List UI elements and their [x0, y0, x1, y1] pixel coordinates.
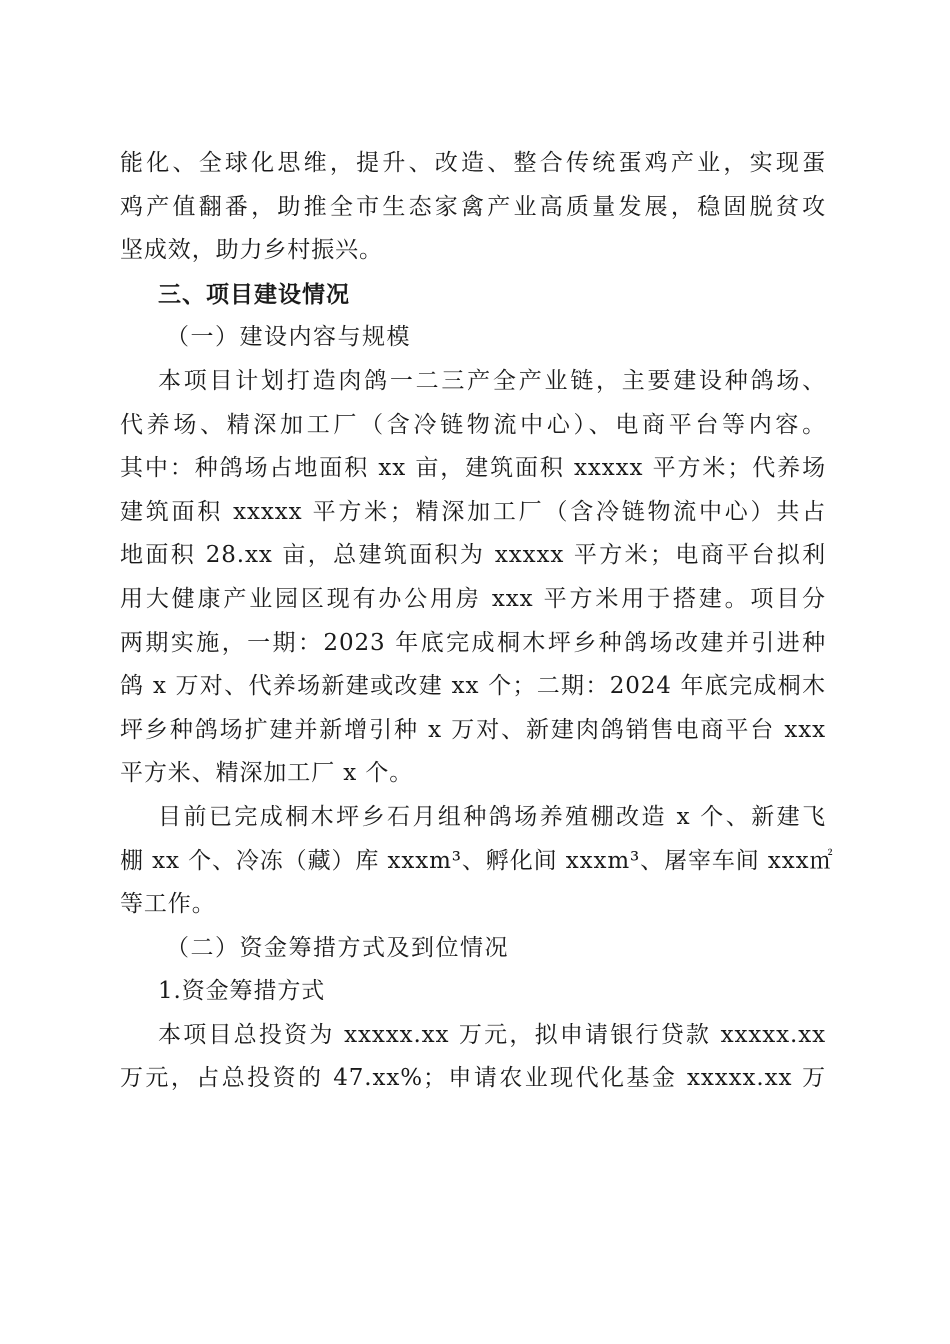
item-heading: 1.资金筹措方式 — [158, 978, 326, 1005]
paragraph-line: 本项目总投资为 xxxxx.xx 万元，拟申请银行贷款 xxxxx.xx — [158, 1021, 826, 1048]
paragraph-line: 坚成效，助力乡村振兴。 — [120, 237, 383, 264]
subsection-heading: （二）资金筹措方式及到位情况 — [166, 934, 509, 961]
paragraph-line: 本项目计划打造肉鸽一二三产全产业链，主要建设种鸽场、 — [158, 367, 826, 394]
paragraph-line: 两期实施，一期：2023 年底完成桐木坪乡种鸽场改建并引进种 — [120, 629, 826, 656]
section-heading: 三、项目建设情况 — [158, 280, 350, 308]
paragraph-line: 代养场、精深加工厂（含冷链物流中心）、电商平台等内容。 — [120, 411, 826, 438]
subsection-heading: （一）建设内容与规模 — [166, 324, 411, 351]
paragraph-line: 等工作。 — [120, 891, 216, 918]
paragraph-line: 用大健康产业园区现有办公用房 xxx 平方米用于搭建。项目分 — [120, 585, 826, 612]
paragraph-line: 棚 xx 个、冷冻（藏）库 xxxm³、孵化间 xxxm³、屠宰车间 xxx㎡ — [120, 847, 834, 874]
document-body — [120, 142, 834, 1101]
paragraph-line: 平方米、精深加工厂 x 个。 — [120, 760, 414, 787]
paragraph-line: 建筑面积 xxxxx 平方米；精深加工厂（含冷链物流中心）共占 — [120, 498, 826, 525]
paragraph-line: 万元，占总投资的 47.xx%；申请农业现代化基金 xxxxx.xx 万 — [120, 1065, 826, 1092]
paragraph-line: 其中：种鸽场占地面积 xx 亩，建筑面积 xxxxx 平方米；代养场 — [120, 455, 826, 482]
paragraph-line: 目前已完成桐木坪乡石月组种鸽场养殖棚改造 x 个、新建飞 — [158, 803, 826, 830]
paragraph-line: 能化、全球化思维，提升、改造、整合传统蛋鸡产业，实现蛋 — [120, 150, 826, 176]
paragraph-line: 坪乡种鸽场扩建并新增引种 x 万对、新建肉鸽销售电商平台 xxx — [120, 716, 826, 743]
paragraph-line: 鸽 x 万对、代养场新建或改建 xx 个；二期：2024 年底完成桐木 — [120, 673, 826, 700]
paragraph-line: 鸡产值翻番，助推全市生态家禽产业高质量发展，稳固脱贫攻 — [120, 193, 826, 220]
paragraph-line: 地面积 28.xx 亩，总建筑面积为 xxxxx 平方米；电商平台拟利 — [120, 542, 826, 569]
